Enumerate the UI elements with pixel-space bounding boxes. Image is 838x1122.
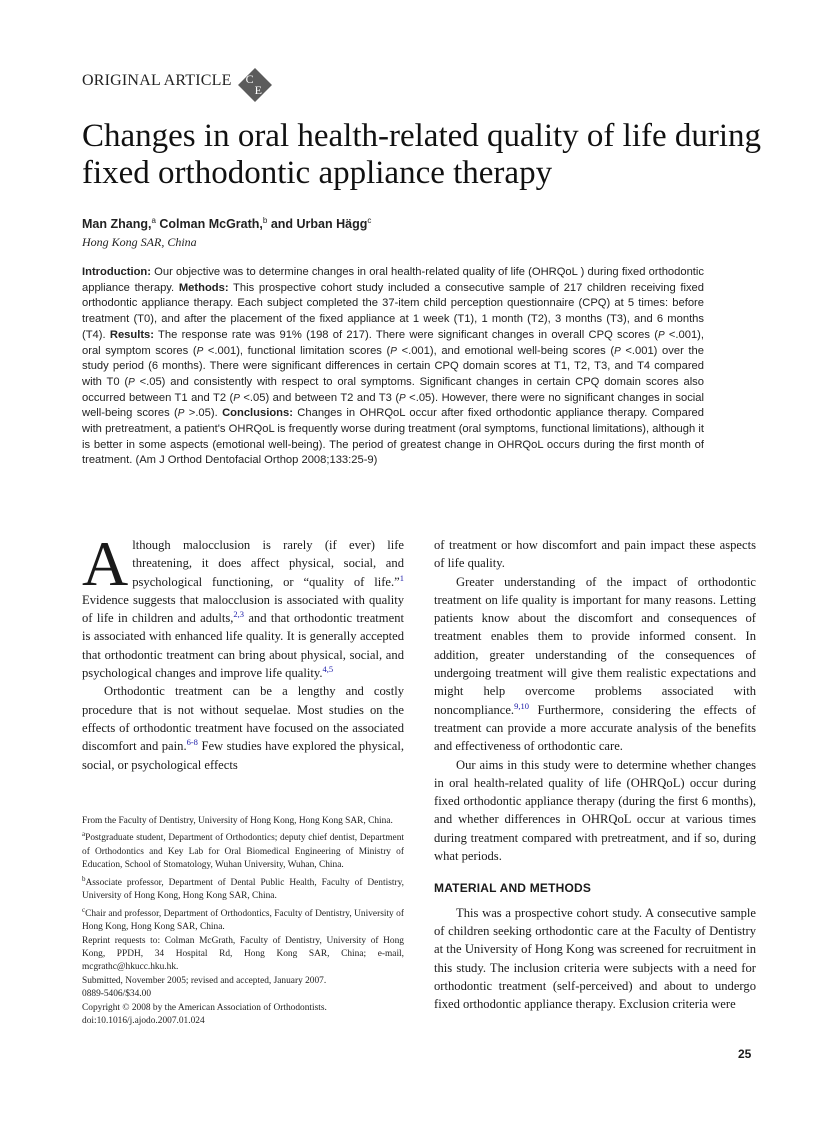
reference-link[interactable]: 1 [399, 572, 404, 583]
abstract-intro-text: Our objective was to determine changes in oral health-related quality of life (OHRQoL ) during fixed orthodontic appliance therapy. [82, 266, 704, 294]
paragraph-text: Orthodontic treatment can be a lengthy and costly procedure that is not without sequelae. Most studies on the effects of orthodontic treatment have focused on the associated discomfort and pain. [82, 684, 404, 754]
reference-link[interactable]: 6-8 [186, 737, 198, 748]
footnote-c [82, 904, 404, 935]
footnote-b [82, 873, 404, 904]
p-value-symbol: P [233, 392, 240, 404]
p-value-symbol: P [390, 345, 397, 357]
abstract-results-text: <.001), and emotional well-being scores ( [396, 344, 615, 357]
drop-cap: A [82, 528, 129, 599]
badge-letter-e: E [254, 83, 262, 97]
body-paragraph: This was a prospective cohort study. A consecutive sample of children seeking orthodontic care at the Faculty of Dentistry at the University of Hong Kong was screened for recruitment in this study. The inclusion criteria were subjects with a need for orthodontic treatment (self-perceived) and about to undergo fixed orthodontic appliance therapy. Exclusion criteria were [434, 905, 756, 1012]
author-name: and Urban Hägg [270, 217, 368, 232]
issn-price: 0889-5406/$34.00 [82, 989, 152, 1000]
reference-link[interactable]: 9,10 [514, 700, 529, 711]
copyright-notice: Copyright © 2008 by the American Association of Orthodontists. [82, 1002, 327, 1013]
footnote-text: Associate professor, Department of Dental Public Health, Faculty of Dentistry, University of Hong Kong, Hong Kong SAR, China. [82, 877, 404, 902]
footnote-mark: a [82, 830, 86, 839]
author-affiliation-mark: b [262, 216, 268, 225]
footnote-text: Chair and professor, Department of Orthodontics, Faculty of Dentistry, University of Hong Kong, Hong Kong SAR, China. [82, 908, 404, 933]
p-value-symbol: P [128, 376, 135, 388]
body-column-left [82, 528, 404, 774]
footnote-from: From the Faculty of Dentistry, University of Hong Kong, Hong Kong SAR, China. [82, 816, 393, 826]
abstract-intro-label: Introduction: [82, 266, 151, 278]
article-title: Changes in oral health-related quality of life during fixed orthodontic appliance therapy [82, 118, 762, 191]
footnotes [82, 815, 404, 1028]
abstract-results-text: <.05) and between T2 and T3 ( [239, 391, 400, 404]
paragraph-text: lthough malocclusion is rarely (if ever) life threatening, it does affect physical, social, and psychological functioning, or “quality of life.” [132, 538, 404, 589]
p-value-symbol: P [399, 392, 406, 404]
reference-link[interactable]: 4,5 [322, 663, 334, 674]
author-name: Colman McGrath, [159, 217, 263, 232]
abstract-results-label: Results: [109, 328, 154, 341]
paragraph-text: and that orthodontic treatment is associated with enhanced life quality. It is generally accepted that orthodontic treatment can bring about physical, social, and psychological changes and improve life quality. [82, 611, 404, 681]
abstract-methods-label: Methods: [178, 281, 229, 294]
p-value-symbol: P [196, 345, 204, 357]
abstract-results-text: The response rate was 91% (198 of 217). There were significant changes in overall CPQ scores ( [154, 328, 658, 341]
reprint-requests: Reprint requests to: Colman McGrath, Faculty of Dentistry, University of Hong Kong, PPDH, 34 Hospital Rd, Hong Kong SAR, China; e-mail, mcgrathc@hkucc.hku.hk. [82, 935, 404, 973]
article-header [82, 60, 272, 102]
abstract [82, 265, 704, 469]
abstract-results-text: >.05). [184, 407, 223, 420]
abstract-results-text: <.05) and consistently with respect to oral symptoms. Significant changes in certain CPQ domain scores also occurred between T1 and T2 ( [82, 375, 704, 404]
abstract-methods-text: This prospective cohort study included a consecutive sample of 217 children receiving fixed orthodontic appliance therapy. Each subject completed the 37-item child perception questionnaire (CPQ) at 5 times: before treatment (T0), and after the placement of the fixed appliance at 1 week (T1), 1 month (T2), 3 months (T3), and 6 months (T4). [82, 281, 704, 341]
author-list [82, 216, 371, 231]
doi[interactable]: doi:10.1016/j.ajodo.2007.01.024 [82, 1016, 205, 1027]
article-type-label: ORIGINAL ARTICLE [82, 72, 232, 89]
footnote-mark: b [82, 874, 86, 883]
p-value-symbol: P [177, 408, 185, 420]
author-affiliation-mark: a [151, 216, 156, 225]
paragraph-text: Evidence suggests that malocclusion is associated with quality of life in children and adults, [82, 592, 404, 626]
section-heading-methods: MATERIAL AND METHODS [434, 881, 592, 896]
abstract-results-text: <.001), functional limitation scores ( [203, 344, 391, 357]
badge-letter-c: C [245, 72, 254, 86]
p-value-symbol: P [657, 329, 665, 341]
abstract-conclusions-label: Conclusions: [222, 407, 293, 420]
paragraph-text: Few studies have explored the physical, social, or psychological effects [82, 739, 404, 772]
abstract-results-text: <.001) over the study period (6 months). There were significant differences in certain CPQ domain scores at T1, T2, T3, and T4 compared with T0 ( [82, 344, 704, 388]
author-location: Hong Kong SAR, China [82, 235, 197, 249]
body-paragraph [434, 573, 756, 756]
footnote-text: Postgraduate student, Department of Orthodontics; deputy chief dentist, Department of Orthodontics and Key Lab for Oral Biomedical Engineering of Ministry of Education, School of Stomatology, Wuhan University, Wuhan, China. [82, 833, 404, 871]
abstract-conclusions-text: Changes in OHRQoL occur after fixed orthodontic appliance therapy. Compared with pretreatment, a patient's OHRQoL is frequently worse during treatment (oral symptoms, functional limitations), although it is better in some aspects (emotional well-being). The period of greatest change in OHRQoL occurs during the first month of treatment. (Am J Orthod Dentofacial Orthop 2008;133:25-9) [82, 407, 705, 467]
body-paragraph: of treatment or how discomfort and pain impact these aspects of life quality. [434, 538, 756, 571]
abstract-results-text: <.001), oral symptom scores ( [82, 328, 704, 357]
p-value-symbol: P [614, 345, 621, 357]
abstract-results-text: <.05). However, there were no significant changes in social well-being scores ( [82, 391, 704, 420]
author-affiliation-mark: c [367, 216, 372, 225]
body-column-right [434, 536, 756, 1013]
body-paragraph [82, 528, 404, 682]
paragraph-text: Greater understanding of the impact of orthodontic treatment on life quality is important for many reasons. Letting patients know about the discomfort and consequences of treatment enables them to provide informed consent. In addition, greater understanding of the consequences of undergoing treatment will give them realistic expectations and might help overcome problems associated with noncompliance. [434, 574, 756, 717]
author-name: Man Zhang, [82, 217, 152, 232]
body-paragraph: Our aims in this study were to determine whether changes in oral health-related quality of life (OHRQoL) occur during fixed orthodontic appliance therapy (during the first 6 months), and whether differences in OHRQoL occur at various times during treatment compared with pretreatment, and if so, during what periods. [434, 757, 756, 864]
submission-dates: Submitted, November 2005; revised and accepted, January 2007. [82, 975, 327, 986]
footnote-a [82, 828, 404, 872]
page-number: 25 [738, 1047, 752, 1061]
body-paragraph [82, 682, 404, 773]
footnote-mark: c [82, 905, 86, 914]
paragraph-text: Furthermore, considering the effects of treatment can provide a more accurate analysis of the benefits and effectiveness of orthodontic care. [434, 702, 756, 754]
ce-credit-badge-icon [238, 68, 272, 102]
reference-link[interactable]: 2,3 [233, 609, 244, 619]
